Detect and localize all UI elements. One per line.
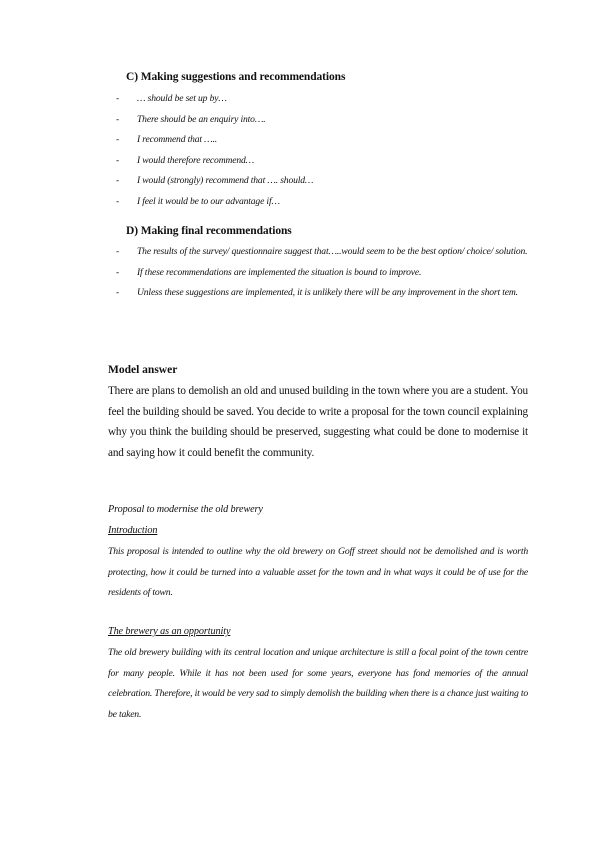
dash-bullet: - [116,154,120,166]
list-item-text: If these recommendations are implemented the situation is bound to improve. [137,266,422,278]
introduction-text: This proposal is intended to outline why the old brewery on Goff street should not be demolished and is worth protecting, how it could be turned into a valuable asset for the town and in what ways it could be of use for the residents of town. [108,546,528,599]
opportunity-text: The old brewery building with its central location and unique architecture is still a focal point of the town centre for many people. While it has not been used for some years, everyone has fond memories of the annual celebration. Therefore, it would be very sad to simply demolish the building when there is a chance just waiting to be taken. [108,647,528,720]
dash-bullet: - [116,93,120,104]
list-item-text: The results of the survey/ questionnaire suggest that…..would seem to be the best option/ choice/ solution. [137,246,528,257]
list-item [116,130,528,151]
dash-bullet: - [116,246,120,257]
list-item-text: I feel it would be to our advantage if… [137,195,280,207]
list-item [116,242,528,263]
section-d-heading: D) Making final recommendations [126,225,292,237]
dash-bullet: - [116,287,120,298]
list-item [116,151,528,172]
dash-bullet: - [116,266,120,278]
opportunity-heading: The brewery as an opportunity [108,626,231,637]
list-item-text: I would (strongly) recommend that …. should… [137,175,314,186]
list-item-text: Unless these suggestions are implemented, it is unlikely there will be any improvement in the short tem. [137,287,518,298]
model-answer-text: There are plans to demolish an old and unused building in the town where you are a student. You feel the building should be saved. You decide to write a proposal for the town council explaining why you think the building should be preserved, suggesting what could be done to modernise it and saying how it could benefit the community. [108,385,528,459]
list-item-text: … should be set up by… [137,93,227,104]
dash-bullet: - [116,134,120,145]
list-item-text: There should be an enquiry into…. [137,113,266,125]
dash-bullet: - [116,113,120,125]
list-item [116,171,528,192]
list-item [116,110,528,131]
list-item [116,283,528,304]
model-answer-heading: Model answer [108,364,178,376]
list-item [116,89,528,110]
section-c-heading: C) Making suggestions and recommendations [126,71,346,83]
section-c-list [116,89,528,212]
list-item-text: I would therefore recommend… [137,154,255,166]
list-item [116,192,528,213]
list-item-text: I recommend that ….. [137,134,218,145]
list-item [116,263,528,284]
section-d-list [116,242,528,304]
introduction-heading: Introduction [108,525,158,536]
dash-bullet: - [116,175,120,186]
dash-bullet: - [116,195,120,207]
proposal-title: Proposal to modernise the old brewery [108,504,263,515]
